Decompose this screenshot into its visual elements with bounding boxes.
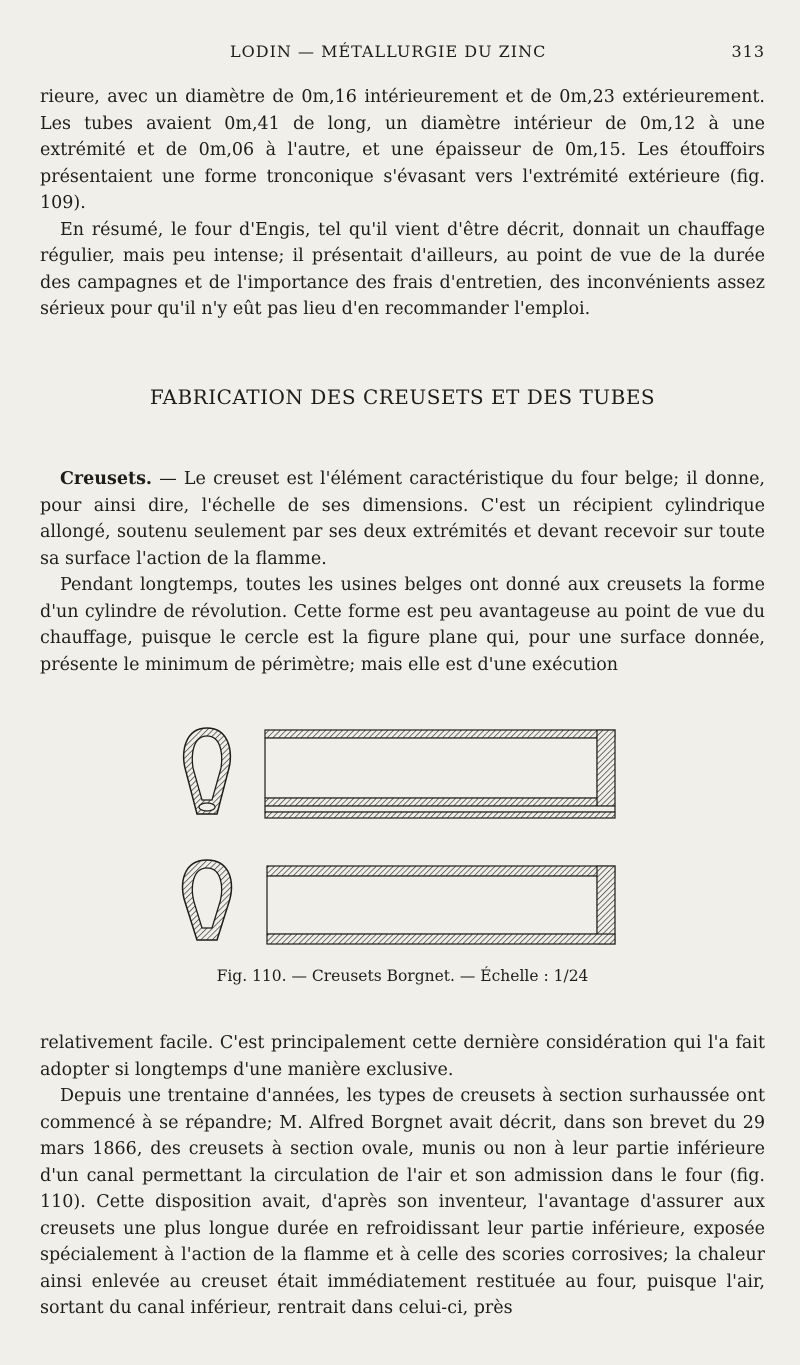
text-block-creusets xyxy=(40,466,765,678)
paragraph-lead: Creusets. xyxy=(60,469,153,489)
crucible-section-with-canal xyxy=(184,728,231,814)
text-block-top xyxy=(40,84,765,323)
text-block-bottom xyxy=(40,1030,765,1322)
paragraph: En résumé, le four d'Engis, tel qu'il vient d'être décrit, donnait un chauffage régulier, mais peu intense; il présentait d'ailleurs, au point de vue de la durée des campagnes et de l'importance des frais d'entretien, des inconvénients assez sérieux pour qu'il n'y eût pas lieu d'en recommander l'emploi. xyxy=(40,219,765,319)
running-header xyxy=(40,42,765,68)
crucible-section-oval xyxy=(183,860,232,940)
page-number: 313 xyxy=(731,42,765,61)
crucible-longitudinal-with-canal xyxy=(265,730,615,818)
paragraph: relativement facile. C'est principalement cette dernière considération qui l'a fait adopter si longtemps d'une manière exclusive. xyxy=(40,1033,765,1080)
paragraph: Pendant longtemps, toutes les usines belges ont donné aux creusets la forme d'un cylindre de révolution. Cette forme est peu avantageuse au point de vue du chauffage, puisque le cercle est la figure plane qui, pour une surface donnée, présente le minimum de périmètre; mais elle est d'une exécution xyxy=(40,575,765,675)
section-title: FABRICATION DES CREUSETS ET DES TUBES xyxy=(149,385,656,409)
paragraph-body: — Le creuset est l'élément caractéristique du four belge; il donne, pour ainsi dire, l'échelle de ses dimensions. C'est un récipient cylindrique allongé, soutenu seulement par ses deux extrémités et devant recevoir sur toute sa surface l'action de la flamme. xyxy=(40,469,765,569)
figure-caption: Fig. 110. — Creusets Borgnet. — Échelle : 1/24 xyxy=(216,967,589,985)
running-title: LODIN — MÉTALLURGIE DU ZINC xyxy=(230,42,547,61)
crucible-longitudinal-oval xyxy=(267,866,615,944)
paragraph: Depuis une trentaine d'années, les types de creusets à section surhaussée ont commencé à se répandre; M. Alfred Borgnet avait décrit, dans son brevet du 29 mars 1866, des creusets à section ovale, munis ou non à leur partie inférieure d'un canal permettant la circulation de l'air et son admission dans le four (fig. 110). Cette disposition avait, d'après son inventeur, l'avantage d'assurer aux creusets une plus longue durée en refroidissant leur partie inférieure, exposée spécialement à l'action de la flamme et à celle des scories corrosives; la chaleur ainsi enlevée au creuset était immédiatement restituée au four, puisque l'air, sortant du canal inférieur, rentrait dans celui-ci, près xyxy=(40,1086,765,1318)
paragraph: rieure, avec un diamètre de 0m,16 intérieurement et de 0m,23 extérieurement. Les tubes avaient 0m,41 de long, un diamètre intérieur de 0m,12 à une extrémité et de 0m,06 à l'autre, et une épaisseur de 0m,15. Les étouffoirs présentaient une forme tronconique s'évasant vers l'extrémité extérieure (fig. 109). xyxy=(40,87,765,213)
figure-crucible-drawings xyxy=(175,722,625,952)
paragraph xyxy=(40,466,765,572)
